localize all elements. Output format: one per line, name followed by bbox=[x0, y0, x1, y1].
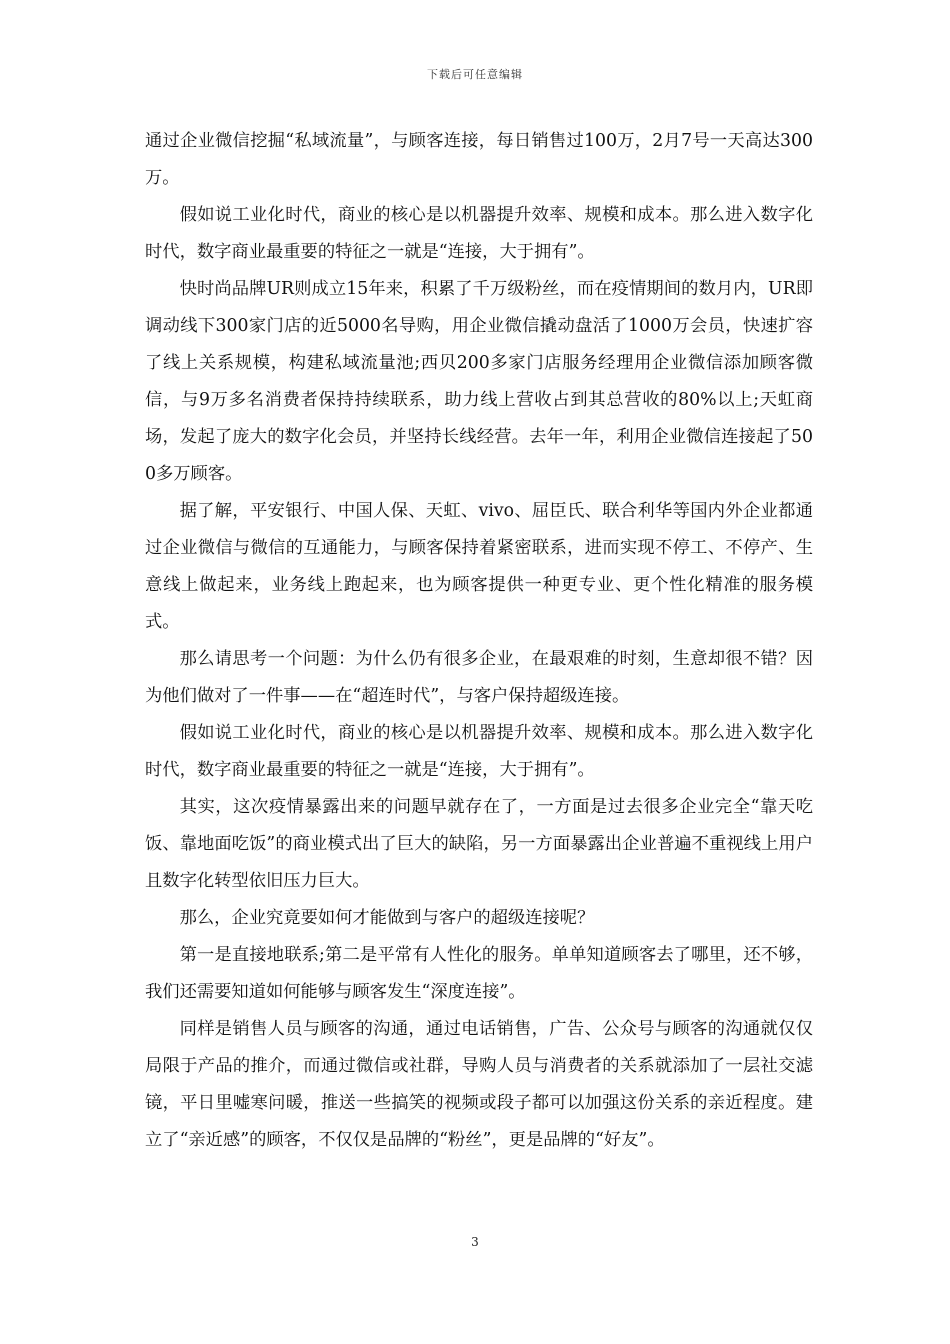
paragraph-continuation: 通过企业微信挖掘“私域流量”，与顾客连接，每日销售过100万，2月7号一天高达300万。 bbox=[145, 131, 813, 188]
paragraph: 假如说工业化时代，商业的核心是以机器提升效率、规模和成本。那么进入数字化时代，数字商业最重要的特征之一就是“连接，大于拥有”。 bbox=[145, 723, 813, 780]
paragraph: 那么请思考一个问题：为什么仍有很多企业，在最艰难的时刻，生意却很不错？因为他们做对了一件事——在“超连时代”，与客户保持超级连接。 bbox=[145, 649, 813, 706]
paragraph: 同样是销售人员与顾客的沟通，通过电话销售，广告、公众号与顾客的沟通就仅仅局限于产品的推介，而通过微信或社群，导购人员与消费者的关系就添加了一层社交滤镜，平日里嘘寒问暖，推送一些搞笑的视频或段子都可以加强这份关系的亲近程度。建立了“亲近感”的顾客，不仅仅是品牌的“粉丝”，更是品牌的“好友”。 bbox=[145, 1019, 813, 1150]
paragraph: 据了解，平安银行、中国人保、天虹、vivo、屈臣氏、联合利华等国内外企业都通过企业微信与微信的互通能力，与顾客保持着紧密联系，进而实现不停工、不停产、生意线上做起来，业务线上跑起来，也为顾客提供一种更专业、更个性化精准的服务模式。 bbox=[145, 501, 813, 632]
paragraph: 假如说工业化时代，商业的核心是以机器提升效率、规模和成本。那么进入数字化时代，数字商业最重要的特征之一就是“连接，大于拥有”。 bbox=[145, 205, 813, 262]
paragraph: 第一是直接地联系;第二是平常有人性化的服务。单单知道顾客去了哪里，还不够，我们还需要知道如何能够与顾客发生“深度连接”。 bbox=[145, 945, 813, 1002]
paragraph: 那么，企业究竟要如何才能做到与客户的超级连接呢？ bbox=[179, 908, 595, 928]
paragraph: 快时尚品牌UR则成立15年来，积累了千万级粉丝，而在疫情期间的数月内，UR即调动线下300家门店的近5000名导购，用企业微信撬动盘活了1000万会员，快速扩容了线上关系规模，构建私域流量池;西贝200多家门店服务经理用企业微信添加顾客微信，与9万多名消费者保持持续联系，助力线上营收占到其总营收的80%以上;天虹商场，发起了庞大的数字化会员，并坚持长线经营。去年一年，利用企业微信连接起了500多万顾客。 bbox=[145, 279, 813, 484]
document-body bbox=[145, 123, 813, 1159]
page-header: 下载后可任意编辑 bbox=[427, 68, 523, 81]
page-number: 3 bbox=[471, 1235, 479, 1249]
paragraph: 其实，这次疫情暴露出来的问题早就存在了，一方面是过去很多企业完全“靠天吃饭、靠地面吃饭”的商业模式出了巨大的缺陷，另一方面暴露出企业普遍不重视线上用户且数字化转型依旧压力巨大。 bbox=[145, 797, 813, 891]
